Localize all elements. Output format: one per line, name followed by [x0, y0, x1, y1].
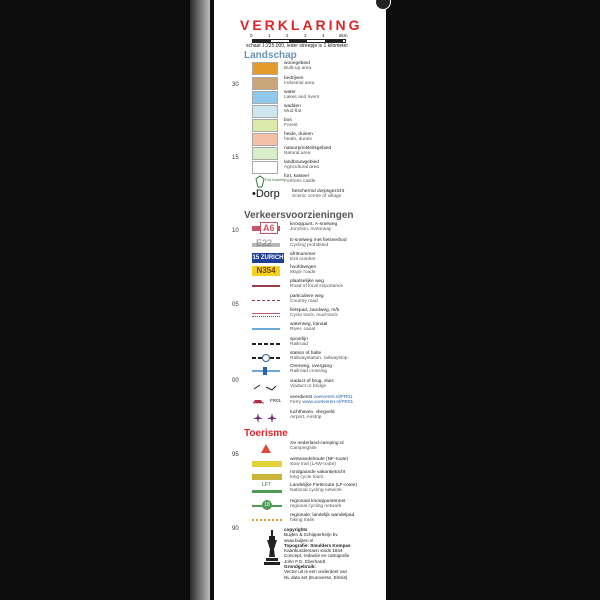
exit-badge: 15 ZURICH	[252, 255, 284, 261]
legend-label-nl: heide, duinen	[284, 132, 313, 137]
legend-title: VERKLARING	[240, 17, 363, 33]
scale-tick: 4	[322, 33, 325, 38]
walking-route-line	[252, 458, 276, 469]
copyright-line: Vector uit is een onderdeel van	[284, 569, 348, 575]
legend-label-en: National cycling network	[290, 488, 342, 494]
ferry-link[interactable]: www.voetveren.nl/FR01	[302, 400, 354, 406]
margin-label: 10	[232, 228, 239, 234]
scale-tick: 5km	[339, 33, 348, 38]
legend-label-en: long cycle tours	[290, 475, 324, 481]
swatch	[252, 161, 278, 174]
legend-label-en: regional cycling network	[290, 504, 342, 510]
legend-label-en: Railroad crossing	[290, 369, 328, 375]
legend-label-nl: knooppunt, A-snelweg	[290, 222, 338, 227]
margin-label: 30	[232, 82, 239, 88]
legend-label-nl: luchthaven, vliegveld	[290, 410, 335, 415]
ferry-link[interactable]: voetveren.nl/FR01	[313, 395, 353, 400]
margin-label: 05	[232, 302, 239, 308]
ferry-symbol	[252, 396, 282, 407]
legend-label-nl: woongebied	[284, 61, 310, 66]
legend-label-en: Mud-flat	[284, 109, 302, 115]
legend-label-en: River, canal	[290, 327, 316, 333]
legend-label-nl: beschermd dorpsgezicht	[292, 189, 345, 194]
legend-label-nl: station of halte	[290, 351, 322, 356]
statue-icon	[262, 527, 282, 567]
margin-label: 90	[232, 526, 239, 532]
legend-label-nl: bos	[284, 118, 292, 123]
junction-node-icon	[252, 500, 282, 511]
legend-label-en: Railroad	[290, 342, 308, 348]
copyright-line: Grondgebruik:	[284, 564, 316, 570]
legend-label-nl: regionaal knooppuntennet	[290, 499, 346, 504]
legend-label-en: Campingsite	[290, 446, 317, 452]
section-landschap: Landschap	[244, 50, 297, 61]
legend-label-nl: wadden	[284, 104, 301, 109]
copyright-line: John F.G. Eberhardt	[284, 558, 326, 564]
local-road-line	[252, 280, 276, 291]
fort-label: Fort Kasteel	[265, 178, 284, 182]
copyright-line: Buijten & Schipperheijn bv	[284, 532, 338, 538]
legend-label-en: hiking trails	[290, 518, 314, 524]
legend-label-nl: rondgaande vakantietocht	[290, 470, 346, 475]
copyright-line: Topografie: Smulders Kompas	[284, 542, 351, 548]
scale-tick: 2	[286, 33, 289, 38]
legend-label-nl: particuliere weg	[290, 294, 324, 299]
railroad-line	[252, 338, 276, 349]
legend-label-nl: regionale; landelijk wandelpad	[290, 513, 355, 518]
legend-label-nl: Overweg, overgang	[290, 364, 332, 369]
legend-label-nl: spoorlijn	[290, 337, 308, 342]
margin-label: 95	[232, 452, 239, 458]
legend-label-nl: afritnummer	[290, 252, 316, 257]
legend-label-en: Country road	[290, 299, 318, 305]
legend-label-nl: E-snelweg met fietsverbod	[290, 238, 347, 243]
e-road-symbol	[252, 239, 280, 250]
motorway-symbol	[252, 223, 280, 234]
legend-label-nl: waterweg, kanaal	[290, 322, 328, 327]
copyright-line: www.buijten.nl	[284, 537, 314, 543]
ferry-badge: FR01	[270, 398, 282, 403]
legend-label-en: Agricultural area	[284, 165, 319, 171]
bridge-icon	[252, 380, 276, 391]
legend-label-nl: natuurpriotiteitsgebied	[284, 146, 332, 151]
scale-tick: 1	[268, 33, 271, 38]
cycle-tour-line	[252, 471, 276, 482]
legend-label-nl: landbouwgebied	[284, 160, 319, 165]
hiking-trail-line	[252, 514, 276, 525]
legend-label-en: Scenic centre of village	[292, 194, 342, 200]
village-label: •Dorp	[252, 188, 280, 200]
legend-label-en: Cycling prohibited	[290, 243, 329, 249]
legend-label-en: Viaduct or bridge	[290, 384, 327, 390]
legend-label-en: Cycle track, mud-track	[290, 313, 338, 319]
margin-label: 15	[232, 155, 239, 161]
swatch	[252, 91, 278, 104]
lf-route-line	[252, 484, 282, 495]
legend-label-nl: Landelijke Fietsroute (LF-route)	[290, 483, 357, 488]
legend-label-en: Major roads	[290, 270, 316, 276]
station-icon	[252, 352, 276, 363]
airport-icon	[252, 411, 280, 422]
scale-tick: 3	[304, 33, 307, 38]
scale-note: schaal 1:225.000, ieder streepje is 1 kilometer	[246, 43, 349, 49]
swatch	[252, 77, 278, 90]
fort-icon	[252, 175, 284, 186]
legend-label-nl: viaduct of brug, sluis	[290, 379, 334, 384]
copyright-line: Kaartkundemann sinds 1844	[284, 548, 343, 554]
section-toerisme: Toerisme	[244, 428, 288, 439]
legend-label-en: slow trail (LAW-route)	[290, 462, 336, 468]
copyright-line: NL data set (Euroverse, Elnsis)	[284, 574, 348, 580]
legend-label-en: heath, dunes	[284, 137, 312, 143]
legend-label-nl: veerdienst	[290, 395, 313, 400]
legend-label-en: Railwaystation, railwaystop	[290, 356, 348, 362]
main-road-badge: N354	[252, 266, 280, 276]
margin-label: 00	[232, 378, 239, 384]
legend-label-nl: hoofdwegen	[290, 265, 317, 270]
legend-label-en: Fortress castle	[284, 179, 316, 185]
legend-label-nl: water	[284, 90, 296, 95]
section-verkeer: Verkeersvoorzieningen	[244, 210, 354, 221]
legend-label-nl: wintwandelroute (NF-route)	[290, 457, 349, 462]
legend-label-en: Airport, Airstrip	[290, 415, 322, 421]
legend-label-en: Road of local importance	[290, 284, 344, 290]
road-badge: A6	[260, 222, 278, 234]
legend-label-en: Junction, motorway	[290, 227, 332, 233]
campsite-icon	[252, 442, 276, 453]
close-icon[interactable]	[375, 0, 391, 10]
legend-label-en: Industrial area	[284, 81, 315, 87]
legend-label-nl: fort, kasteel	[284, 174, 309, 179]
legend-label-nl: plaatselijke weg	[290, 279, 324, 284]
scale-tick: 0	[250, 33, 253, 38]
legend-label-nl: fietspad, zandweg, m/b	[290, 308, 340, 313]
legend-label-en: Ferry	[290, 400, 302, 406]
swatch	[252, 105, 278, 118]
swatch	[252, 147, 278, 160]
legend-label-en: Forest	[284, 123, 298, 129]
legend-label-nl: bedrijven	[284, 76, 304, 81]
swatch	[252, 62, 278, 75]
legend-label-en: Natural area	[284, 151, 311, 157]
swatch	[252, 133, 278, 146]
legend-label-en: Built-up area	[284, 66, 312, 72]
canal-line	[252, 323, 276, 334]
swatch	[252, 119, 278, 132]
copyright-block	[284, 527, 380, 580]
route-badge: LF7	[262, 482, 271, 488]
legend-label-nl: zie nederland-camping.nl	[290, 441, 344, 446]
node-number: 18	[262, 500, 272, 510]
cycle-track-line	[252, 309, 276, 320]
copyright-line: copyrights	[284, 527, 308, 532]
copyright-line: Concept, redactie en cartografie	[284, 553, 350, 559]
legend-label-en: Lakes and rivers	[284, 95, 320, 101]
legend-label-en: Exit number	[290, 257, 316, 263]
page-shadow	[190, 0, 210, 600]
country-road-line	[252, 295, 276, 306]
crossing-icon	[252, 365, 276, 376]
road-badge: E22	[256, 238, 273, 248]
